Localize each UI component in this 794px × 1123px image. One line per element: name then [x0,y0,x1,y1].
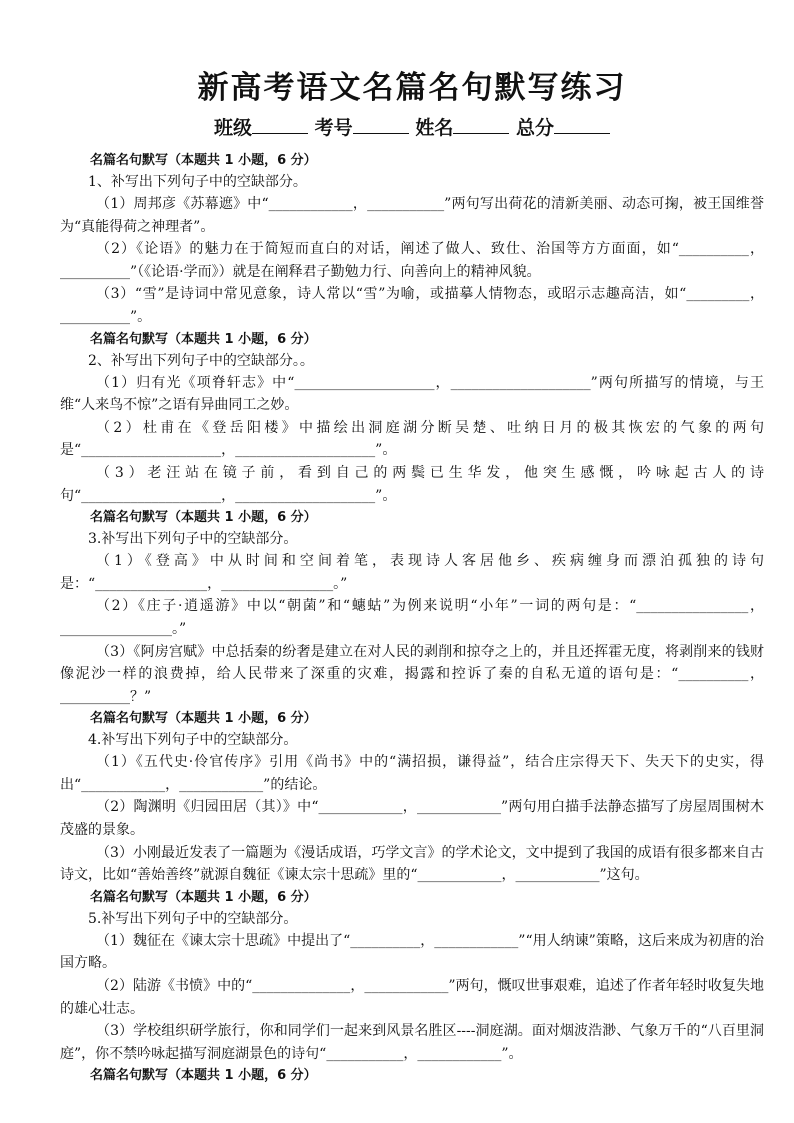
section-heading: 名篇名句默写（本题共 1 小题，6 分） [90,889,317,905]
question-item: （3）小刚最近发表了一篇题为《漫话成语，巧学文言》的学术论文，文中提到了我国的成语有很多都来自古诗文，比如“善始善终”就源自魏征《谏太宗十思疏》里的“____________，____________”这句。 [60,844,764,884]
question-item: （1）归有光《项脊轩志》中“____________________，____________________”两句所描写的情境，与王维“人来鸟不惊”之语有异曲同工之妙。 [60,374,764,414]
page-title: 新高考语文名篇名句默写练习 [197,70,627,106]
question-item: （2）陶渊明《归园田居（其）》中“____________，____________”两句用白描手法静态描写了房屋周围树木茂盛的景象。 [60,799,764,839]
question-item: （3）《阿房宫赋》中总括秦的纷奢是建立在对人民的剥削和掠夺之上的，并且还挥霍无度，将剥削来的钱财像泥沙一样的浪费掉，给人民带来了深重的灾难，揭露和控诉了秦的自私无道的语句是：“__________，__________？” [60,643,764,705]
name-label: 姓名 [415,117,454,139]
question-item: （2）杜甫在《登岳阳楼》中描绘出洞庭湖分断吴楚、吐纳日月的极其恢宏的气象的两句是“____________________，____________________”。 [60,419,764,459]
question-item: （3）学校组织研学旅行，你和同学们一起来到风景名胜区----洞庭湖。面对烟波浩渺、气象万千的“八百里洞庭”，你不禁吟咏起描写洞庭湖景色的诗句“___________，____________”。 [60,1023,764,1062]
question-title: 3.补写出下列句子中的空缺部分。 [88,531,298,548]
class-label: 班级 [214,117,253,139]
section-heading-next: 名篇名句默写（本题共 1 小题，6 分） [90,1068,317,1084]
score-blank [554,115,610,134]
question-title: 1、补写出下列句子中的空缺部分。 [88,174,307,190]
question-item: （1）魏征在《谏太宗十思疏》中提出了“__________，____________”“用人纳谏”策略，这后来成为初唐的治国方略。 [60,932,764,972]
question-item: （2）《论语》的魅力在于简短而直白的对话，阐述了做人、致仕、治国等方方面面，如“__________，__________”（《论语·学而》）就是在阐释君子勤勉力行、向善向上的精神风貌。 [60,241,764,280]
question-item: （2）陆游《书愤》中的“______________，____________”两句，慨叹世事艰难，追述了作者年轻时收复失地的雄心壮志。 [60,978,764,1017]
question-title: 2、补写出下列句子中的空缺部分。。 [88,352,314,369]
question-group-3 [60,507,764,708]
student-info-line [60,113,764,140]
section-heading: 名篇名句默写（本题共 1 小题，6 分） [90,153,317,168]
question-item: （3）老汪站在镜子前，看到自己的两鬓已生华发，他突生感慨，吟咏起古人的诗句“____________________，____________________”。 [60,464,764,504]
question-item: （2）《庄子·逍遥游》中以“朝菌”和“蟪蛄”为例来说明“小年”一词的两句是：“________________，________________。” [60,598,764,637]
class-blank [252,115,308,134]
question-item: （3）“雪”是诗词中常见意象，诗人常以“雪”为喻，或描摹人情物态，或昭示志趣高洁，如“_________，__________”。 [60,286,764,325]
question-item: （1）周邦彦《苏幕遮》中“____________，___________”两句写出荷花的清新美丽、动态可掬，被王国维誉为“真能得荷之神理者”。 [60,196,764,235]
section-heading: 名篇名句默写（本题共 1 小题，6 分） [90,711,317,727]
question-group-2 [60,329,764,508]
score-label: 总分 [515,117,554,139]
question-title: 4.补写出下列句子中的空缺部分。 [88,732,298,749]
section-heading: 名篇名句默写（本题共 1 小题，6 分） [90,331,317,347]
question-group-5 [60,887,764,1066]
name-blank [453,115,509,134]
section-heading: 名篇名句默写（本题共 1 小题，6 分） [90,510,317,526]
question-title: 5.补写出下列句子中的空缺部分。 [88,910,298,927]
exam-number-label: 考号 [314,117,353,139]
question-group-1 [60,150,764,329]
question-item: （1）《登高》中从时间和空间着笔，表现诗人客居他乡、疾病缠身而漂泊孤独的诗句是：“________________，________________。” [60,553,764,592]
question-group-4 [60,708,764,887]
question-item: （1）《五代史·伶官传序》引用《尚书》中的“满招损，谦得益”，结合庄宗得天下、失天下的史实，得出“____________，____________”的结论。 [60,754,764,793]
exam-number-blank [353,115,409,134]
